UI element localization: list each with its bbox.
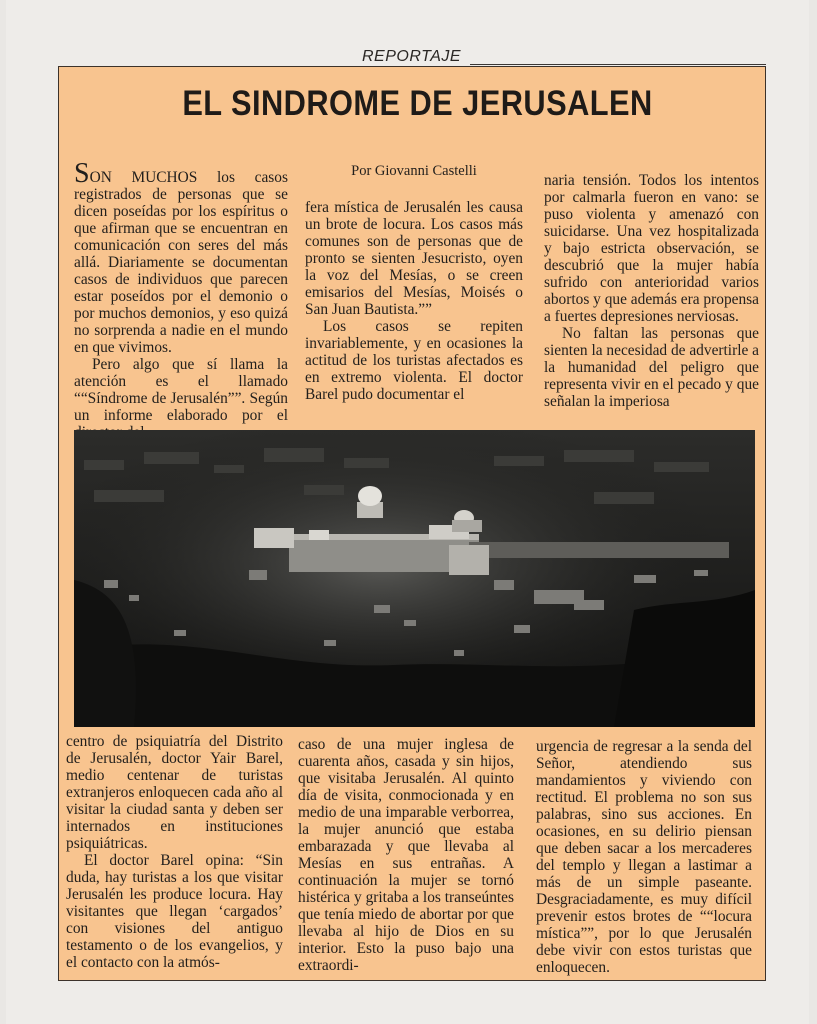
column-3 <box>544 172 759 410</box>
paragraph: caso de una mujer inglesa de cuarenta años, casada y sin hijos, que visitaba Jerusalén. Al quinto día de visita, conmocionada y en medio de una imparable verborrea, la mujer anunció que estaba embarazada y que llevaba al Mesías en sus entrañas. A continuación la mujer se tornó histérica y gritaba a los transeúntes que tenía miedo de abortar por que llevaba al hijo de Dios en su interior. Esto la puso bajo una extraordi- <box>298 736 514 974</box>
column-6 <box>536 738 752 976</box>
paragraph: No faltan las personas que sienten la necesidad de advertirle a la humanidad del peligro que representa vivir en el pecado y que señalan la imperiosa <box>544 325 759 410</box>
jerusalem-aerial-photo <box>74 430 755 727</box>
section-rule <box>470 64 766 65</box>
paragraph: fera mística de Jerusalén les causa un brote de locura. Los casos más comunes son de personas que de pronto se sienten Jesucristo, oyen la voz del Mesías, o se creen emisarios del Mesías, Moisés o San Juan Bautista.”” <box>305 199 523 318</box>
article-title: EL SINDROME DE JERUSALEN <box>182 84 653 123</box>
paragraph: naria tensión. Todos los intentos por calmarla fueron en vano: se puso violenta y amenazó con suicidarse. Una vez hospitalizada y bajo estricta observación, se descubrió que la mujer había sufrido con anterioridad varios abortos y que además era propensa a fuertes depresiones nerviosas. <box>544 172 759 325</box>
paragraph: Los casos se repiten invariablemente, y en ocasiones la actitud de los turistas afectados es en extremo violenta. El doctor Barel pudo documentar el <box>305 318 523 403</box>
paragraph: SON MUCHOS los casos registrados de personas que se dicen poseídas por los espíritus o que afirman que se encuentran en comunicación con seres del más allá. Diariamente se documentan casos de individuos que parecen estar poseídos por el demonio o por muchos demonios, y eso quizá no sorprenda a nadie en el mundo en que vivimos. <box>74 158 288 356</box>
paragraph: Pero algo que sí llama la atención es el llamado ““Síndrome de Jerusalén””. Según un informe elaborado por el <box>74 356 288 424</box>
column-4 <box>66 733 283 971</box>
section-label: REPORTAJE <box>362 48 462 65</box>
paragraph: urgencia de regresar a la senda del Señor, atendiendo sus mandamientos y viviendo con rectitud. El problema no son sus palabras, sino sus acciones. En ocasiones, en su delirio piensan que deben sacar a los mercaderes del templo y llegan a lastimar a más de un simple paseante. Desgraciadamente, es muy difícil prevenir estos brotes de ““locura mística””, por lo que Jerusalén debe vivir con estos turistas que enloquecen. <box>536 738 752 976</box>
column-2 <box>305 163 523 403</box>
paragraph: centro de psiquiatría del Distrito de Jerusalén, doctor Yair Barel, medio centenar de turistas extranjeros enloquecen cada año al visitar la ciudad santa y deben ser internados en instituciones psiquiátricas. <box>66 733 283 852</box>
column-1 <box>74 158 288 441</box>
paragraph: El doctor Barel opina: “Sin duda, hay turistas a los que visitar Jerusalén les produce locura. Hay visitantes que llegan ‘cargados’ con visiones del antiguo testamento o de los evangelios, y el contacto con la atmós- <box>66 852 283 971</box>
photo-illustration <box>74 430 755 727</box>
column-5 <box>298 736 514 974</box>
byline: Por Giovanni Castelli <box>351 163 477 179</box>
